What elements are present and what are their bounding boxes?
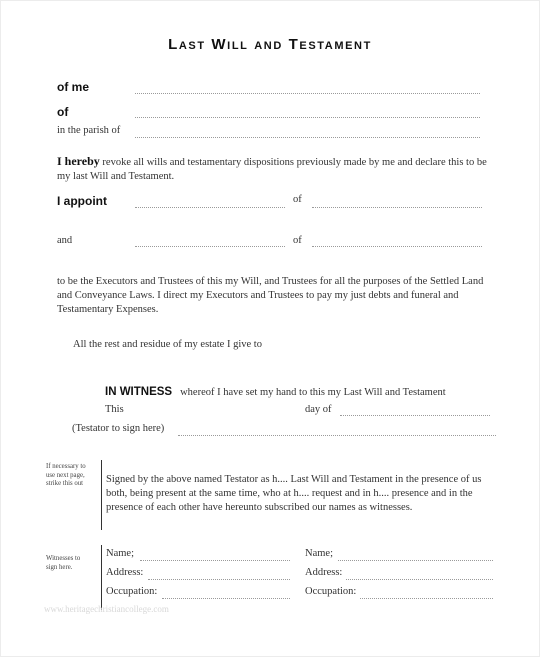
testator-sign-label: (Testator to sign here)	[72, 423, 165, 434]
executors-paragraph: to be the Executors and Trustees of this my Will, and Trustees for all the purposes of the Settled Land and Conveyance Laws. I direct my Executors and Trustees to pay my just debts and funeral and Testamentary Expenses.	[57, 276, 484, 315]
testator-signature-line[interactable]	[178, 435, 496, 436]
attestation-divider	[101, 460, 102, 530]
witness-2-address-label: Address:	[305, 567, 343, 578]
attestation-paragraph: Signed by the above named Testator as h.... Last Will and Testament in the presence of us both, being present at the same time, who at h.... request and in h.... presence and in the presence of each other have hereunto subscribed our names as witnesses.	[106, 474, 482, 513]
witness-2-occupation-line[interactable]	[360, 598, 493, 599]
parish-label: in the parish of	[57, 125, 121, 136]
revocation-paragraph	[57, 154, 497, 184]
appoint-of-line[interactable]	[312, 207, 482, 208]
witness-2-address-line[interactable]	[346, 579, 493, 580]
residue-label: All the rest and residue of my estate I give to	[73, 339, 262, 350]
witness-1-address-label: Address:	[106, 567, 144, 578]
of-line[interactable]	[135, 117, 480, 118]
and-name-line[interactable]	[135, 246, 285, 247]
of-me-label: of me	[57, 80, 90, 94]
and-label: and	[57, 235, 73, 246]
witness-1-address-line[interactable]	[148, 579, 290, 580]
witness-1-name-label: Name;	[106, 548, 134, 559]
hereby-lead: I hereby	[57, 154, 100, 168]
witness-2-occupation-label: Occupation:	[305, 586, 357, 597]
witness-lead: IN WITNESS	[105, 386, 173, 398]
appoint-of-label: of	[293, 194, 302, 205]
witnesses-divider	[101, 545, 102, 610]
watermark: www.heritagechristiancollege.com	[44, 604, 169, 614]
this-label: This	[105, 404, 124, 415]
witness-1-occupation-label: Occupation:	[106, 586, 158, 597]
witnesses-note: Witnesses to sign here.	[46, 555, 81, 571]
witness-2-name-label: Name;	[305, 548, 333, 559]
document-title: Last Will and Testament	[168, 36, 372, 53]
appoint-name-line[interactable]	[135, 207, 285, 208]
strike-out-note: If necessary to use next page, strike this out	[46, 463, 86, 487]
witness-1-occupation-line[interactable]	[162, 598, 290, 599]
witness-2-name-line[interactable]	[338, 560, 493, 561]
day-of-label: day of	[305, 404, 332, 415]
parish-line[interactable]	[135, 137, 480, 138]
witness-1-name-line[interactable]	[140, 560, 290, 561]
appoint-label: I appoint	[57, 194, 107, 208]
of-me-line[interactable]	[135, 93, 480, 94]
day-of-line[interactable]	[340, 415, 490, 416]
of-label: of	[57, 105, 69, 119]
and-of-label: of	[293, 235, 302, 246]
witness-text: whereof I have set my hand to this my Last Will and Testament	[180, 387, 446, 398]
hereby-text: revoke all wills and testamentary dispositions previously made by me and declare this to be my last Will and Testament.	[57, 157, 487, 182]
and-of-line[interactable]	[312, 246, 482, 247]
witness-line	[105, 382, 446, 400]
